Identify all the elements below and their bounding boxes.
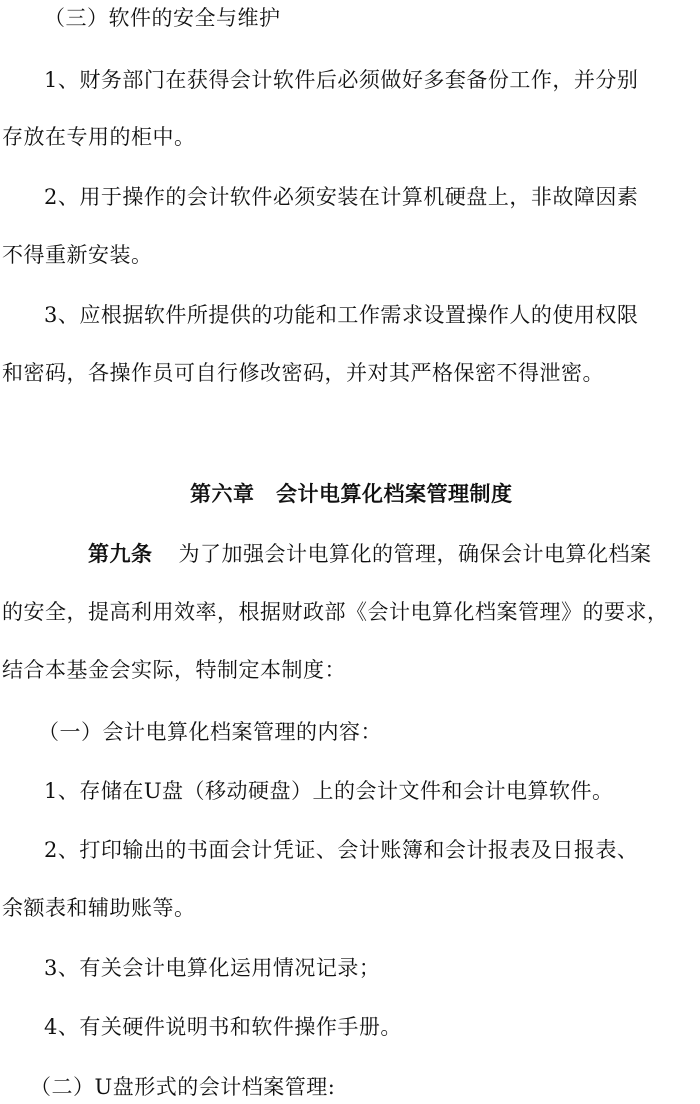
paragraph-line: 的安全，提高利用效率，根据财政部《会计电算化档案管理》的要求， — [2, 600, 669, 624]
article-label: 第九条 — [88, 542, 153, 566]
paragraph-line: 存放在专用的柜中。 — [2, 125, 196, 149]
paragraph-line: 2、用于操作的会计软件必须安装在计算机硬盘上，非故障因素 — [44, 185, 639, 209]
article-text: 为了加强会计电算化的管理，确保会计电算化档案 — [178, 542, 652, 566]
paragraph-line: 2、打印输出的书面会计凭证、会计账簿和会计报表及日报表、 — [44, 838, 639, 862]
paragraph-line: 3、有关会计电算化运用情况记录； — [44, 956, 381, 980]
paragraph-line: 不得重新安装。 — [2, 243, 153, 267]
article-9-line — [88, 539, 652, 569]
paragraph-line: 1、财务部门在获得会计软件后必须做好多套备份工作，并分别 — [44, 68, 639, 92]
paragraph-line: 3、应根据软件所提供的功能和工作需求设置操作人的使用权限 — [44, 303, 639, 327]
section-heading-usb-archive: （二）U盘形式的会计档案管理: — [30, 1075, 336, 1099]
section-heading-archive-content: （一）会计电算化档案管理的内容： — [38, 720, 382, 744]
chapter-title: 第六章 会计电算化档案管理制度 — [190, 482, 513, 506]
paragraph-line: 1、存储在U盘（移动硬盘）上的会计文件和会计电算软件。 — [44, 779, 614, 803]
paragraph-line: 4、有关硬件说明书和软件操作手册。 — [44, 1015, 402, 1039]
paragraph-line: 余额表和辅助账等。 — [2, 896, 196, 920]
paragraph-line: 和密码，各操作员可自行修改密码，并对其严格保密不得泄密。 — [2, 361, 604, 385]
section-heading-software-security: （三）软件的安全与维护 — [44, 6, 281, 30]
paragraph-line: 结合本基金会实际，特制定本制度： — [2, 658, 346, 682]
